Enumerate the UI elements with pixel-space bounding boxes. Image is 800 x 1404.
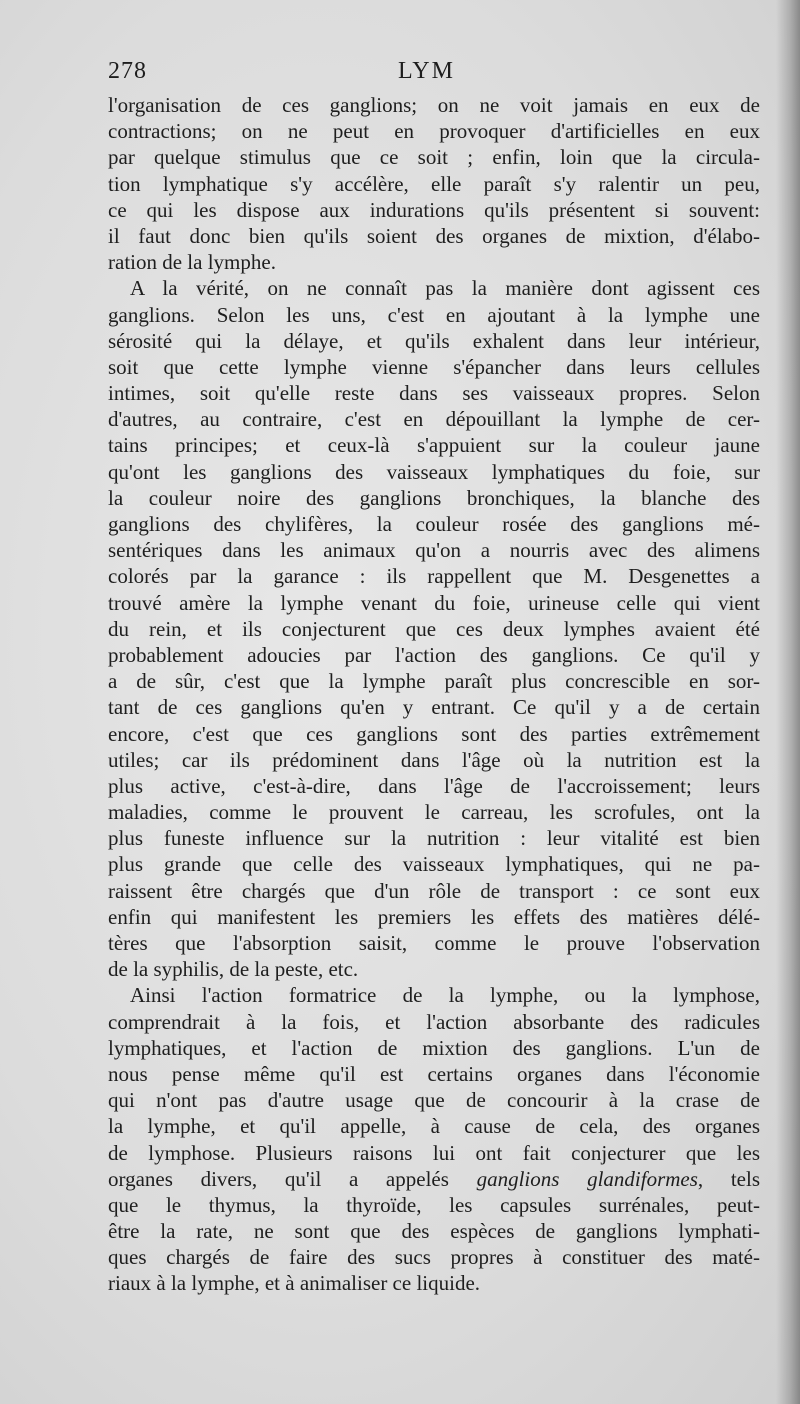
page-number: 278 — [108, 58, 147, 84]
page-gutter-shadow — [776, 0, 800, 1404]
text-line: tant de ces ganglions qu'en y entrant. Ce qu'il y a de certain — [108, 695, 760, 720]
text-line: ganglions des chylifères, la couleur rosée des ganglions mé- — [108, 512, 760, 536]
text-line: du rein, et ils conjecturent que ces deux lymphes avaient été — [108, 616, 760, 641]
text-line: trouvé amère la lymphe venant du foie, urineuse celle qui vient — [108, 590, 760, 615]
text-line: comprendrait à la fois, et l'action absorbante des radicules — [108, 1009, 760, 1034]
text-line: colorés par la garance : ils rappellent que M. Desgenettes a — [108, 564, 760, 589]
text-line: Ainsi l'action formatrice de la lymphe, ou la lymphose, — [130, 983, 760, 1008]
body-text — [108, 92, 760, 1297]
text-line: l'organisation de ces ganglions; on ne voit jamais en eux de — [108, 93, 760, 117]
text-line: ration de la lymphe. — [108, 250, 276, 275]
text-line: sérosité qui la délaye, et qu'ils exhalent dans leur intérieur, — [108, 328, 760, 353]
text-line-with-italic — [108, 1166, 760, 1192]
text-line: lymphatiques, et l'action de mixtion des ganglions. L'un de — [108, 1035, 760, 1060]
text-line: tères que l'absorption saisit, comme le prouve l'observation — [108, 931, 760, 955]
text-line: sentériques dans les animaux qu'on a nourris avec des alimens — [108, 538, 760, 563]
text-line: intimes, soit qu'elle reste dans ses vaisseaux propres. Selon — [108, 381, 760, 406]
text-line: a de sûr, c'est que la lymphe paraît plus concrescible en sor- — [108, 669, 760, 694]
text-line: probablement adoucies par l'action des ganglions. Ce qu'il y — [108, 642, 760, 667]
text-line: la couleur noire des ganglions bronchiques, la blanche des — [108, 485, 760, 510]
text-line: plus funeste influence sur la nutrition : leur vitalité est bien — [108, 826, 760, 851]
text-line: encore, c'est que ces ganglions sont des parties extrêmement — [108, 721, 760, 746]
text-line: tion lymphatique s'y accélère, elle paraît s'y ralentir un peu, — [108, 171, 760, 196]
text-line: plus active, c'est-à-dire, dans l'âge de l'accroissement; leurs — [108, 773, 760, 798]
italic-term: ganglions glandiformes — [476, 1166, 698, 1191]
text-line: ce qui les dispose aux indurations qu'ils présentent si souvent: — [108, 197, 760, 222]
text-line: que le thymus, la thyroïde, les capsules surrénales, peut- — [108, 1192, 760, 1217]
text-line: enfin qui manifestent les premiers les effets des matières délé- — [108, 904, 760, 929]
text-line: raissent être chargés que d'un rôle de transport : ce sont eux — [108, 878, 760, 903]
running-head: LYM — [398, 58, 455, 84]
text-line: contractions; on ne peut en provoquer d'artificielles en eux — [108, 119, 760, 144]
text-line: ques chargés de faire des sucs propres à constituer des maté- — [108, 1245, 760, 1270]
text-line: ganglions. Selon les uns, c'est en ajoutant à la lymphe une — [108, 302, 760, 327]
text-line: A la vérité, on ne connaît pas la manière dont agissent ces — [130, 276, 760, 301]
text-segment: , tels — [697, 1166, 760, 1191]
text-line: maladies, comme le prouvent le carreau, les scrofules, ont la — [108, 800, 760, 825]
text-line: par quelque stimulus que ce soit ; enfin, loin que la circula- — [108, 145, 760, 170]
text-line: nous pense même qu'il est certains organes dans l'économie — [108, 1061, 760, 1086]
text-line: il faut donc bien qu'ils soient des organes de mixtion, d'élabo- — [108, 223, 760, 248]
text-line: de la syphilis, de la peste, etc. — [108, 957, 359, 982]
text-line: d'autres, au contraire, c'est en dépouillant la lymphe de cer- — [108, 407, 760, 432]
text-line: qui n'ont pas d'autre usage que de concourir à la crase de — [108, 1088, 760, 1113]
text-line: être la rate, ne sont que des espèces de ganglions lymphati- — [108, 1219, 760, 1244]
text-line: plus grande que celle des vaisseaux lymphatiques, qui ne pa- — [108, 852, 760, 877]
text-line: utiles; car ils prédominent dans l'âge où la nutrition est la — [108, 747, 760, 772]
text-line: qu'ont les ganglions des vaisseaux lymphatiques du foie, sur — [108, 459, 760, 484]
text-line: tains principes; et ceux-là s'appuient sur la couleur jaune — [108, 433, 760, 458]
text-line: la lymphe, et qu'il appelle, à cause de cela, des organes — [108, 1114, 760, 1139]
text-line: riaux à la lymphe, et à animaliser ce liquide. — [108, 1271, 481, 1296]
text-segment: organes divers, qu'il a appelés — [108, 1166, 449, 1191]
text-line: soit que cette lymphe vienne s'épancher dans leurs cellules — [108, 354, 760, 379]
text-line: de lymphose. Plusieurs raisons lui ont fait conjecturer que les — [108, 1140, 760, 1165]
